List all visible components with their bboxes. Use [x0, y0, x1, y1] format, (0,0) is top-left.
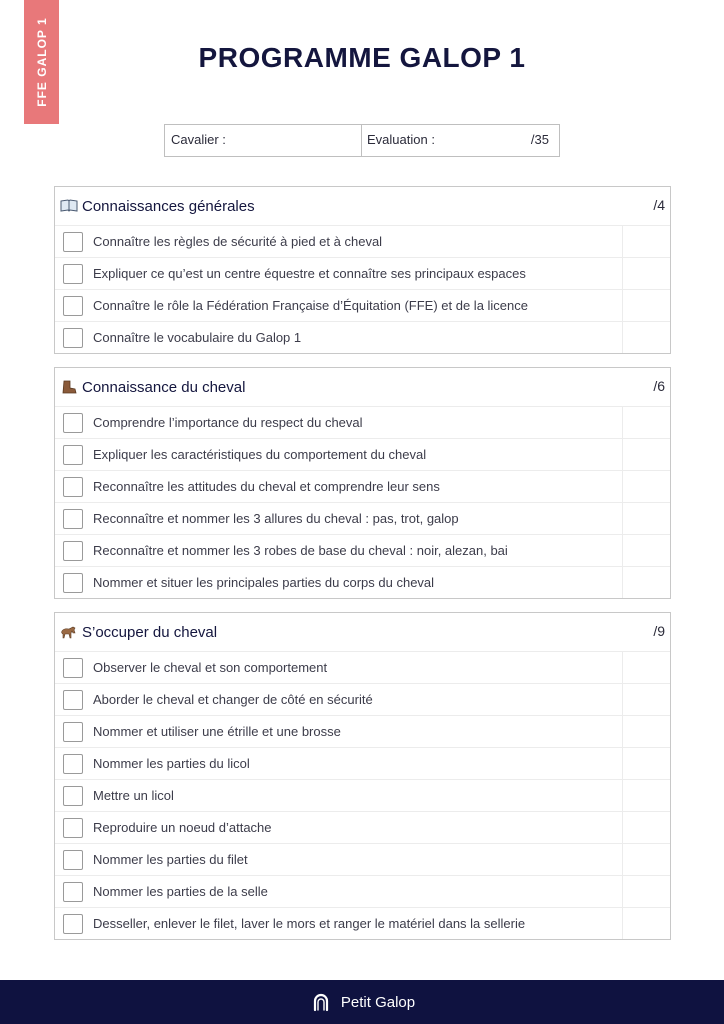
checkbox[interactable]: [63, 882, 83, 902]
checklist-item: [55, 651, 670, 683]
checkbox[interactable]: [63, 573, 83, 593]
checklist-item: [55, 843, 670, 875]
checklist-item: [55, 321, 670, 353]
item-label: Connaître le vocabulaire du Galop 1: [93, 330, 302, 345]
item-label: Desseller, enlever le filet, laver le mors et ranger le matériel dans la sellerie: [93, 916, 526, 931]
item-label: Nommer les parties du licol: [93, 756, 250, 771]
section-horse-care: [54, 612, 671, 940]
checklist-item: [55, 534, 670, 566]
checkbox[interactable]: [63, 690, 83, 710]
checklist-item: [55, 715, 670, 747]
section-horse-knowledge: [54, 367, 671, 599]
checklist-item: [55, 683, 670, 715]
checklist-item: [55, 406, 670, 438]
item-label: Nommer et utiliser une étrille et une brosse: [93, 724, 341, 739]
item-label: Expliquer ce qu’est un centre équestre et connaître ses principaux espaces: [93, 266, 526, 281]
checklist-item: [55, 811, 670, 843]
checklist-item: [55, 257, 670, 289]
checkbox[interactable]: [63, 722, 83, 742]
section-score: /6: [653, 378, 665, 394]
section-title: Connaissance du cheval: [82, 378, 246, 396]
footer-brand: Petit Galop: [340, 993, 416, 1011]
item-label: Nommer les parties du filet: [93, 852, 248, 867]
checkbox[interactable]: [63, 754, 83, 774]
horse-icon: [60, 625, 78, 639]
checkbox[interactable]: [63, 445, 83, 465]
checklist-item: [55, 289, 670, 321]
horseshoe-icon: [309, 990, 333, 1014]
checklist-item: [55, 875, 670, 907]
item-label: Nommer les parties de la selle: [93, 884, 268, 899]
item-label: Reconnaître et nommer les 3 robes de base du cheval : noir, alezan, bai: [93, 543, 508, 558]
section-title: S’occuper du cheval: [82, 623, 218, 641]
item-label: Connaître les règles de sécurité à pied et à cheval: [93, 234, 383, 249]
item-label: Observer le cheval et son comportement: [93, 660, 328, 675]
rider-field[interactable]: [165, 125, 362, 156]
checklist-item: [55, 566, 670, 598]
evaluation-label: Evaluation :: [367, 132, 435, 147]
checkbox[interactable]: [63, 914, 83, 934]
section-general-knowledge: [54, 186, 671, 354]
checkbox[interactable]: [63, 264, 83, 284]
section-header: [55, 613, 670, 651]
section-title: Connaissances générales: [82, 197, 255, 215]
checklist-item: [55, 438, 670, 470]
section-header: [55, 187, 670, 225]
checkbox[interactable]: [63, 786, 83, 806]
checklist-item: [55, 470, 670, 502]
checklist-item: [55, 779, 670, 811]
item-label: Reconnaître les attitudes du cheval et comprendre leur sens: [93, 479, 440, 494]
item-label: Reproduire un noeud d’attache: [93, 820, 272, 835]
checkbox[interactable]: [63, 850, 83, 870]
checkbox[interactable]: [63, 328, 83, 348]
footer: [0, 980, 724, 1024]
book-icon: [60, 199, 78, 213]
checkbox[interactable]: [63, 296, 83, 316]
rider-evaluation-box: [164, 124, 560, 157]
item-label: Nommer et situer les principales parties du corps du cheval: [93, 575, 435, 590]
item-label: Expliquer les caractéristiques du comportement du cheval: [93, 447, 427, 462]
item-label: Mettre un licol: [93, 788, 174, 803]
checkbox[interactable]: [63, 818, 83, 838]
checklist-item: [55, 907, 670, 939]
evaluation-total: /35: [530, 132, 549, 147]
checkbox[interactable]: [63, 509, 83, 529]
checkbox[interactable]: [63, 232, 83, 252]
section-score: /4: [653, 197, 665, 213]
checkbox[interactable]: [63, 477, 83, 497]
checklist-item: [55, 225, 670, 257]
boot-icon: [60, 380, 78, 394]
checklist-item: [55, 747, 670, 779]
item-label: Connaître le rôle la Fédération Française d’Équitation (FFE) et de la licence: [93, 298, 528, 313]
item-label: Comprendre l’importance du respect du cheval: [93, 415, 363, 430]
checkbox[interactable]: [63, 658, 83, 678]
rider-label: Cavalier :: [171, 132, 226, 147]
checklist-item: [55, 502, 670, 534]
item-label: Reconnaître et nommer les 3 allures du cheval : pas, trot, galop: [93, 511, 459, 526]
section-score: /9: [653, 623, 665, 639]
item-label: Aborder le cheval et changer de côté en sécurité: [93, 692, 373, 707]
evaluation-field[interactable]: [362, 125, 559, 156]
page-title: PROGRAMME GALOP 1: [198, 42, 526, 73]
checkbox[interactable]: [63, 413, 83, 433]
checkbox[interactable]: [63, 541, 83, 561]
section-header: [55, 368, 670, 406]
side-tab-label: FFE GALOP 1: [34, 17, 49, 107]
